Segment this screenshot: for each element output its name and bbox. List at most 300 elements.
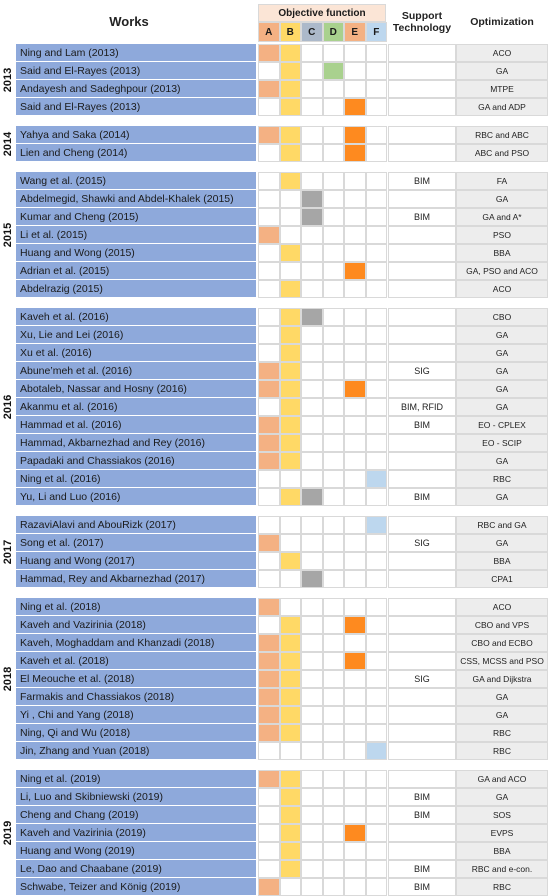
objective-cell-a-marked (258, 126, 280, 144)
objective-cell-a (258, 788, 280, 806)
objective-cell-e (344, 434, 366, 452)
objective-cell-f-marked (366, 516, 388, 534)
optimization-cell: GA (456, 688, 548, 706)
optimization-cell: MTPE (456, 80, 548, 98)
optimization-cell: CBO and ECBO (456, 634, 548, 652)
support-technology-cell (388, 262, 456, 280)
objective-cell-f (366, 878, 388, 896)
support-technology-cell (388, 380, 456, 398)
objective-cell-b-marked (280, 634, 302, 652)
work-citation: Huang and Wong (2015) (16, 244, 256, 262)
objective-cell-b (280, 742, 302, 760)
objective-cell-c (301, 878, 323, 896)
objective-cell-f (366, 534, 388, 552)
objective-cell-f (366, 344, 388, 362)
year-text: 2019 (2, 820, 15, 846)
objective-cell-f (366, 172, 388, 190)
works-header: Works (0, 0, 258, 42)
optimization-cell: ACO (456, 280, 548, 298)
objective-cell-d (323, 416, 345, 434)
objective-cell-a (258, 470, 280, 488)
optimization-cell: RBC and e-con. (456, 860, 548, 878)
objective-cell-a (258, 616, 280, 634)
objective-cell-d (323, 770, 345, 788)
objective-cell-d (323, 634, 345, 652)
objective-cell-f (366, 806, 388, 824)
year-label (0, 598, 16, 760)
work-citation: Abdelrazig (2015) (16, 280, 256, 298)
objective-cell-d (323, 280, 345, 298)
objective-cell-d (323, 380, 345, 398)
objective-cell-b (280, 208, 302, 226)
objective-cell-f (366, 842, 388, 860)
objective-cell-c-marked (301, 308, 323, 326)
objective-cell-d (323, 652, 345, 670)
objective-cell-b (280, 470, 302, 488)
support-technology-cell: SIG (388, 534, 456, 552)
objective-cell-c (301, 742, 323, 760)
year-text: 2016 (2, 394, 15, 420)
objective-cell-b-marked (280, 842, 302, 860)
optimization-cell: PSO (456, 226, 548, 244)
year-label (0, 516, 16, 588)
objective-cell-a (258, 516, 280, 534)
objective-cell-a (258, 326, 280, 344)
objective-cell-f (366, 98, 388, 116)
objective-cell-b-marked (280, 326, 302, 344)
objective-cell-d (323, 488, 345, 506)
optimization-header: Optimization (470, 16, 534, 28)
optimization-cell: CBO and VPS (456, 616, 548, 634)
objective-cell-c (301, 724, 323, 742)
objective-cell-e (344, 416, 366, 434)
objective-cell-a-marked (258, 534, 280, 552)
objective-cell-c-marked (301, 208, 323, 226)
work-citation: RazaviAlavi and AbouRizk (2017) (16, 516, 256, 534)
objective-cell-c (301, 452, 323, 470)
objective-cell-f (366, 598, 388, 616)
objective-cell-a (258, 208, 280, 226)
objective-cell-d (323, 362, 345, 380)
support-technology-cell (388, 344, 456, 362)
objective-cell-c (301, 860, 323, 878)
support-technology-cell: SIG (388, 670, 456, 688)
objective-cell-b-marked (280, 362, 302, 380)
objective-cell-f (366, 326, 388, 344)
objective-cell-a (258, 488, 280, 506)
support-technology-cell: BIM (388, 416, 456, 434)
objective-cell-d (323, 98, 345, 116)
objective-cell-e (344, 770, 366, 788)
objective-cell-a (258, 570, 280, 588)
work-citation: Akanmu et al. (2016) (16, 398, 256, 416)
objective-cell-b (280, 262, 302, 280)
objective-cell-a (258, 280, 280, 298)
objective-cell-a (258, 742, 280, 760)
work-citation: Kaveh and Vazirinia (2018) (16, 616, 256, 634)
objective-cell-c (301, 598, 323, 616)
objective-cell-a (258, 824, 280, 842)
objective-cell-b-marked (280, 244, 302, 262)
work-citation: Said and El-Rayes (2013) (16, 62, 256, 80)
objective-cell-a-marked (258, 598, 280, 616)
objective-cell-e-marked (344, 262, 366, 280)
objective-cell-d (323, 616, 345, 634)
objective-cell-d (323, 344, 345, 362)
objective-cell-e (344, 860, 366, 878)
year-label (0, 126, 16, 162)
work-citation: El Meouche et al. (2018) (16, 670, 256, 688)
objective-cell-a-marked (258, 380, 280, 398)
objective-cell-a (258, 552, 280, 570)
optimization-cell: RBC (456, 724, 548, 742)
objective-function-header: Objective function (258, 4, 386, 22)
work-citation: Ning, Qi and Wu (2018) (16, 724, 256, 742)
optimization-cell: GA (456, 344, 548, 362)
objective-cell-c (301, 126, 323, 144)
support-technology-cell (388, 244, 456, 262)
objective-cell-f (366, 860, 388, 878)
objective-cell-f (366, 616, 388, 634)
optimization-cell: GA and ADP (456, 98, 548, 116)
objective-letter-b: B (280, 22, 302, 42)
optimization-cell: BBA (456, 842, 548, 860)
objective-cell-c (301, 380, 323, 398)
objective-cell-a (258, 172, 280, 190)
objective-cell-e (344, 688, 366, 706)
objective-cell-a (258, 190, 280, 208)
optimization-cell: EVPS (456, 824, 548, 842)
objective-cell-c-marked (301, 488, 323, 506)
work-citation: Hammad et al. (2016) (16, 416, 256, 434)
objective-cell-c (301, 470, 323, 488)
objective-cell-a (258, 344, 280, 362)
objective-cell-e-marked (344, 144, 366, 162)
work-citation: Adrian et al. (2015) (16, 262, 256, 280)
objective-cell-b (280, 570, 302, 588)
objective-cell-b (280, 534, 302, 552)
objective-cell-f (366, 244, 388, 262)
optimization-cell: ACO (456, 44, 548, 62)
objective-cell-a (258, 262, 280, 280)
objective-cell-a (258, 308, 280, 326)
work-citation: Yi , Chi and Yang (2018) (16, 706, 256, 724)
optimization-cell: EO - SCIP (456, 434, 548, 452)
objective-cell-b-marked (280, 860, 302, 878)
objective-cell-e (344, 534, 366, 552)
objective-cell-d (323, 824, 345, 842)
objective-cell-b-marked (280, 670, 302, 688)
objective-cell-c-marked (301, 570, 323, 588)
objective-cell-a-marked (258, 724, 280, 742)
year-label (0, 172, 16, 298)
objective-cell-e (344, 570, 366, 588)
objective-cell-d (323, 44, 345, 62)
objective-letter-c: C (301, 22, 323, 42)
objective-cell-c (301, 172, 323, 190)
work-citation: Huang and Wong (2017) (16, 552, 256, 570)
support-technology-cell (388, 452, 456, 470)
year-label (0, 308, 16, 506)
support-technology-cell (388, 62, 456, 80)
objective-cell-b (280, 190, 302, 208)
objective-cell-f (366, 362, 388, 380)
objective-cell-d (323, 570, 345, 588)
work-citation: Kumar and Cheng (2015) (16, 208, 256, 226)
support-technology-cell (388, 842, 456, 860)
year-text: 2018 (2, 666, 15, 692)
support-technology-cell (388, 824, 456, 842)
optimization-cell: RBC (456, 470, 548, 488)
work-citation: Abune’meh et al. (2016) (16, 362, 256, 380)
optimization-cell: GA, PSO and ACO (456, 262, 548, 280)
objective-cell-e (344, 44, 366, 62)
objective-cell-f (366, 208, 388, 226)
work-citation: Ning et al. (2018) (16, 598, 256, 616)
objective-cell-d (323, 434, 345, 452)
work-citation: Li, Luo and Skibniewski (2019) (16, 788, 256, 806)
objective-cell-f (366, 416, 388, 434)
objective-cell-a-marked (258, 452, 280, 470)
objective-cell-d (323, 724, 345, 742)
objective-cell-c (301, 842, 323, 860)
objective-cell-c (301, 226, 323, 244)
objective-cell-e (344, 80, 366, 98)
objective-cell-e (344, 308, 366, 326)
objective-cell-d (323, 688, 345, 706)
support-technology-cell (388, 634, 456, 652)
support-technology-cell: BIM (388, 806, 456, 824)
objective-cell-b (280, 226, 302, 244)
objective-cell-f (366, 434, 388, 452)
optimization-cell: BBA (456, 244, 548, 262)
optimization-cell: CPA1 (456, 570, 548, 588)
objective-cell-b-marked (280, 452, 302, 470)
objective-cell-b-marked (280, 308, 302, 326)
objective-cell-d (323, 806, 345, 824)
objective-cell-e (344, 190, 366, 208)
work-citation: Hammad, Rey and Akbarnezhad (2017) (16, 570, 256, 588)
work-citation: Kaveh et al. (2016) (16, 308, 256, 326)
objective-cell-e (344, 488, 366, 506)
objective-cell-f (366, 552, 388, 570)
work-citation: Kaveh and Vazirinia (2019) (16, 824, 256, 842)
objective-cell-e (344, 742, 366, 760)
objective-cell-e (344, 516, 366, 534)
objective-cell-e (344, 398, 366, 416)
objective-cell-f (366, 688, 388, 706)
support-technology-cell (388, 652, 456, 670)
support-technology-cell: SIG (388, 362, 456, 380)
optimization-cell: SOS (456, 806, 548, 824)
objective-cell-b-marked (280, 688, 302, 706)
objective-cell-d (323, 470, 345, 488)
year-text: 2015 (2, 222, 15, 248)
objective-cell-f (366, 280, 388, 298)
work-citation: Ning et al. (2016) (16, 470, 256, 488)
objective-cell-f (366, 670, 388, 688)
objective-letter-d: D (323, 22, 345, 42)
objective-cell-d (323, 308, 345, 326)
objective-cell-c (301, 552, 323, 570)
objective-cell-b (280, 878, 302, 896)
objective-cell-f (366, 126, 388, 144)
objective-cell-e (344, 62, 366, 80)
objective-cell-f (366, 770, 388, 788)
objective-cell-f (366, 44, 388, 62)
work-citation: Ning et al. (2019) (16, 770, 256, 788)
work-citation: Yahya and Saka (2014) (16, 126, 256, 144)
objective-cell-a (258, 98, 280, 116)
objective-cell-e (344, 244, 366, 262)
objective-cell-b-marked (280, 788, 302, 806)
objective-cell-e (344, 280, 366, 298)
objective-cell-d (323, 842, 345, 860)
work-citation: Ning and Lam (2013) (16, 44, 256, 62)
objective-cell-d (323, 534, 345, 552)
optimization-cell: RBC (456, 742, 548, 760)
objective-cell-e (344, 470, 366, 488)
objective-cell-a (258, 398, 280, 416)
objective-cell-c (301, 670, 323, 688)
objective-cell-f (366, 262, 388, 280)
work-citation: Le, Dao and Chaabane (2019) (16, 860, 256, 878)
objective-cell-d (323, 80, 345, 98)
objective-cell-a (258, 244, 280, 262)
objective-cell-c (301, 824, 323, 842)
objective-cell-c (301, 652, 323, 670)
optimization-cell: GA (456, 362, 548, 380)
objective-cell-a-marked (258, 770, 280, 788)
objective-cell-f (366, 788, 388, 806)
objective-cell-d (323, 598, 345, 616)
objective-cell-f (366, 570, 388, 588)
optimization-cell: GA (456, 706, 548, 724)
work-citation: Said and El-Rayes (2013) (16, 98, 256, 116)
work-citation: Huang and Wong (2019) (16, 842, 256, 860)
optimization-cell: BBA (456, 552, 548, 570)
objective-cell-a-marked (258, 434, 280, 452)
objective-letter-e: E (344, 22, 366, 42)
support-technology-cell (388, 280, 456, 298)
work-citation: Lien and Cheng (2014) (16, 144, 256, 162)
optimization-cell: ACO (456, 598, 548, 616)
objective-cell-e (344, 806, 366, 824)
objective-cell-f (366, 724, 388, 742)
support-technology-cell (388, 126, 456, 144)
objective-cell-f (366, 380, 388, 398)
objective-cell-c (301, 326, 323, 344)
optimization-cell: GA (456, 326, 548, 344)
objective-cell-b-marked (280, 398, 302, 416)
objective-cell-e (344, 452, 366, 470)
optimization-cell: GA (456, 488, 548, 506)
support-technology-cell: BIM, RFID (388, 398, 456, 416)
support-technology-cell (388, 688, 456, 706)
objective-cell-b-marked (280, 62, 302, 80)
objective-cell-b-marked (280, 380, 302, 398)
work-citation: Jin, Zhang and Yuan (2018) (16, 742, 256, 760)
optimization-cell: RBC and ABC (456, 126, 548, 144)
work-citation: Li et al. (2015) (16, 226, 256, 244)
objective-cell-e (344, 878, 366, 896)
objective-cell-c (301, 634, 323, 652)
objective-cell-e (344, 208, 366, 226)
objective-cell-c (301, 806, 323, 824)
optimization-cell: CBO (456, 308, 548, 326)
objective-cell-d (323, 742, 345, 760)
objective-cell-a-marked (258, 670, 280, 688)
objective-cell-c (301, 616, 323, 634)
support-technology-cell: BIM (388, 878, 456, 896)
support-technology-cell (388, 308, 456, 326)
objective-cell-c (301, 398, 323, 416)
objective-cell-b-marked (280, 434, 302, 452)
optimization-cell: GA (456, 398, 548, 416)
work-citation: Cheng and Chang (2019) (16, 806, 256, 824)
objective-cell-d (323, 190, 345, 208)
objective-cell-e (344, 634, 366, 652)
optimization-cell: GA and A* (456, 208, 548, 226)
work-citation: Xu, Lie and Lei (2016) (16, 326, 256, 344)
objective-cell-c (301, 434, 323, 452)
support-technology-cell (388, 516, 456, 534)
objective-cell-f (366, 824, 388, 842)
optimization-cell: RBC (456, 878, 548, 896)
objective-cell-e (344, 326, 366, 344)
optimization-cell: GA (456, 62, 548, 80)
support-technology-cell (388, 144, 456, 162)
support-technology-cell (388, 724, 456, 742)
objective-cell-b-marked (280, 126, 302, 144)
objective-cell-a-marked (258, 80, 280, 98)
objective-cell-d (323, 452, 345, 470)
support-technology-cell (388, 98, 456, 116)
objective-cell-d-marked (323, 62, 345, 80)
support-technology-header: Support Technology (392, 10, 452, 34)
objective-cell-d (323, 262, 345, 280)
work-citation: Hammad, Akbarnezhad and Rey (2016) (16, 434, 256, 452)
objective-cell-c (301, 788, 323, 806)
objective-cell-b-marked (280, 172, 302, 190)
support-technology-cell: BIM (388, 788, 456, 806)
objective-cell-b-marked (280, 344, 302, 362)
work-citation: Xu et al. (2016) (16, 344, 256, 362)
objective-cell-c (301, 534, 323, 552)
objective-cell-e-marked (344, 126, 366, 144)
objective-cell-b-marked (280, 44, 302, 62)
work-citation: Andayesh and Sadeghpour (2013) (16, 80, 256, 98)
objective-cell-a-marked (258, 688, 280, 706)
objective-cell-a (258, 144, 280, 162)
objective-cell-e (344, 788, 366, 806)
objective-cell-c (301, 362, 323, 380)
objective-cell-d (323, 860, 345, 878)
objective-cell-d (323, 552, 345, 570)
objective-letter-f: F (366, 22, 388, 42)
objective-cell-f (366, 80, 388, 98)
objective-cell-e (344, 362, 366, 380)
objective-cell-b-marked (280, 770, 302, 788)
support-technology-cell (388, 598, 456, 616)
support-technology-cell (388, 80, 456, 98)
optimization-cell: GA and Dijkstra (456, 670, 548, 688)
optimization-cell: RBC and GA (456, 516, 548, 534)
objective-cell-f (366, 144, 388, 162)
work-citation: Kaveh et al. (2018) (16, 652, 256, 670)
objective-cell-f (366, 452, 388, 470)
objective-cell-d (323, 670, 345, 688)
